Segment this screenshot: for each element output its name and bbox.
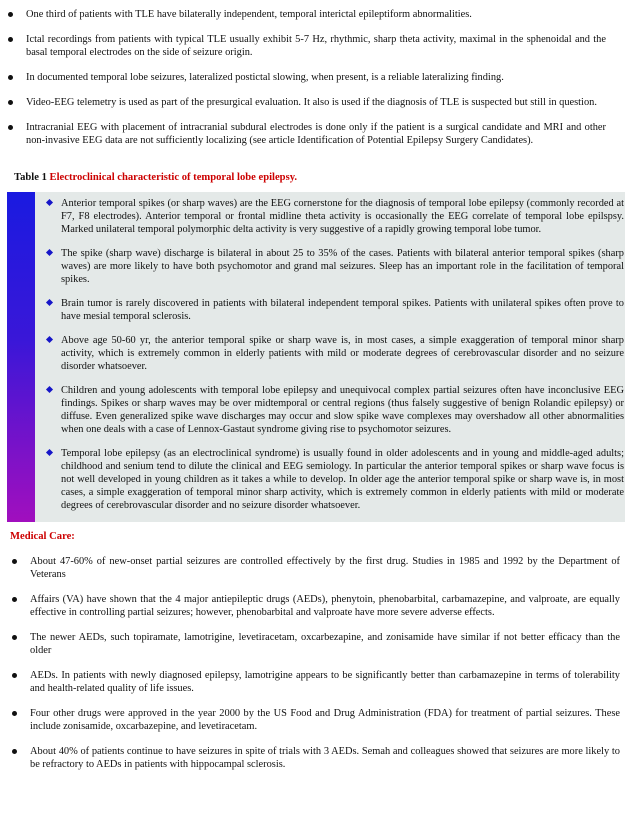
list-item [7, 555, 620, 581]
list-item-text: The spike (sharp wave) discharge is bilateral in about 25 to 35% of the cases. Patients with bilateral anterior temporal spikes (sharp waves) are more likely to have both psychomotor and grand mal seizures. Sleep has an important role in the facilitation of temporal spikes. [61, 248, 624, 285]
list-item-text: Children and young adolescents with temporal lobe epilepsy and unequivocal complex partial seizures often have inconclusive EEG findings. Spikes or sharp waves may be over midtemporal or central regions (thus falsely suggestive of benign Rolandic epilepsy) or diffuse. Even generalized spike wave discharges may occur and slow spike wave complexes may overshadow all other abnormalities when one deals with a case of Lennox-Gastaut syndrome giving rise to psychomotor seizures. [61, 385, 624, 435]
list-item-text: One third of patients with TLE have bilaterally independent, temporal interictal epileptiform abnormalities. [26, 9, 472, 20]
table-title: Electroclinical characteristic of temporal lobe epilepsy. [49, 172, 298, 183]
list-item-text: Temporal lobe epilepsy (as an electroclinical syndrome) is usually found in older adolescents and in young and middle-aged adults; childhood and senium tend to dilute the clinical and EEG semiology. In particular the anterior temporal spikes or sharp wave focus is not well developed in young children as it takes a while to develop. In older age the anterior temporal spike or sharp wave is, in most cases, a simple exaggeration of temporal minor sharp activity, which is extremely common in elderly patients with mild or moderate degrees of cerebrovascular disorder and no seizure disorder whatsoever. [61, 448, 624, 511]
bullet-dot-icon [12, 711, 17, 716]
list-item [3, 8, 606, 21]
list-item [7, 707, 620, 733]
list-item [3, 121, 606, 147]
list-item-text: Above age 50-60 yr, the anterior temporal spike or sharp wave is, in most cases, a simple exaggeration of temporal minor sharp activity, which is extremely common in elderly patients with mild or moderate degrees of cerebrovascular disorder and no seizure disorder whatsoever. [61, 335, 624, 372]
list-item [35, 197, 625, 236]
list-item-text: Brain tumor is rarely discovered in patients with bilateral independent temporal spikes. Patients with unilateral spikes often prove to have mesial temporal sclerosis. [61, 298, 624, 322]
list-item-text: In documented temporal lobe seizures, lateralized postictal slowing, when present, is a reliable lateralizing finding. [26, 72, 504, 83]
list-item-text: About 40% of patients continue to have seizures in spite of trials with 3 AEDs. Semah and colleagues showed that seizures are more likely to be refractory to AEDs in patients with hippocampal sclerosis. [30, 746, 620, 770]
bullet-dot-icon [8, 75, 13, 80]
list-item [35, 447, 625, 512]
diamond-bullet-icon [46, 299, 53, 306]
medical-care-heading: Medical Care: [10, 531, 75, 542]
diamond-bullet-icon [46, 336, 53, 343]
list-item [35, 247, 625, 286]
diamond-bullet-icon [46, 449, 53, 456]
list-item [7, 593, 620, 619]
list-item-text: Ictal recordings from patients with typical TLE usually exhibit 5-7 Hz, rhythmic, sharp theta activity, maximal in the sphenoidal and the basal temporal electrodes on the side of seizure origin. [26, 34, 606, 58]
table-caption [14, 171, 297, 184]
bullet-dot-icon [8, 12, 13, 17]
bullet-dot-icon [12, 559, 17, 564]
list-item-text: Intracranial EEG with placement of intracranial subdural electrodes is done only if the patient is a surgical candidate and MRI and other non-invasive EEG data are not sufficiently localizing (see article Identification of Potential Epilepsy Surgery Candidates). [26, 122, 606, 146]
list-item [7, 745, 620, 771]
list-item [7, 631, 620, 657]
bullet-dot-icon [12, 635, 17, 640]
list-item [35, 384, 625, 436]
characteristics-list [35, 192, 625, 512]
list-item [3, 71, 606, 84]
list-item [35, 297, 625, 323]
bullet-dot-icon [12, 673, 17, 678]
intro-bullet-list [3, 8, 606, 159]
panel-body [35, 192, 625, 522]
list-item-text: Affairs (VA) have shown that the 4 major antiepileptic drugs (AEDs), phenytoin, phenobarbital, carbamazepine, and valproate, are equally effective in controlling partial seizures; however, phenobarbital and valproate have more severe adverse effects. [30, 594, 620, 618]
diamond-bullet-icon [46, 249, 53, 256]
list-item-text: Anterior temporal spikes (or sharp waves) are the EEG cornerstone for the diagnosis of temporal lobe epilepsy (commonly recorded at F7, F8 electrodes). Anterior temporal or frontal midline theta activity is occasionally the EEG correlate of temporal lobe epilspsy. Marked unilateral temporal polymorphic delta activity is very suggestive of a rapidly growing temporal lobe tumor. [61, 198, 624, 235]
bullet-dot-icon [12, 597, 17, 602]
list-item-text: About 47-60% of new-onset partial seizures are controlled effectively by the first drug. Studies in 1985 and 1992 by the Department of Veterans [30, 556, 620, 580]
electroclinical-panel [7, 192, 625, 522]
panel-gradient-bar [7, 192, 35, 522]
bullet-dot-icon [8, 37, 13, 42]
list-item [7, 669, 620, 695]
list-item-text: The newer AEDs, such topiramate, lamotrigine, levetiracetam, oxcarbezapine, and zonisamide have similar if not better efficacy than the older [30, 632, 620, 656]
list-item [35, 334, 625, 373]
diamond-bullet-icon [46, 199, 53, 206]
list-item-text: AEDs. In patients with newly diagnosed epilepsy, lamotrigine appears to be significantly better than carbamazepine in terms of tolerability and health-related quality of life issues. [30, 670, 620, 694]
list-item-text: Four other drugs were approved in the year 2000 by the US Food and Drug Administration (FDA) for treatment of partial seizures. These include zonisamide, oxcarbazepine, and levetiracetam. [30, 708, 620, 732]
list-item [3, 33, 606, 59]
bullet-dot-icon [8, 100, 13, 105]
list-item [3, 96, 606, 109]
medical-care-list [7, 555, 620, 783]
list-item-text: Video-EEG telemetry is used as part of the presurgical evaluation. It also is used if the diagnosis of TLE is suspected but still in question. [26, 97, 597, 108]
bullet-dot-icon [8, 125, 13, 130]
table-number: Table 1 [14, 172, 47, 183]
diamond-bullet-icon [46, 386, 53, 393]
bullet-dot-icon [12, 749, 17, 754]
